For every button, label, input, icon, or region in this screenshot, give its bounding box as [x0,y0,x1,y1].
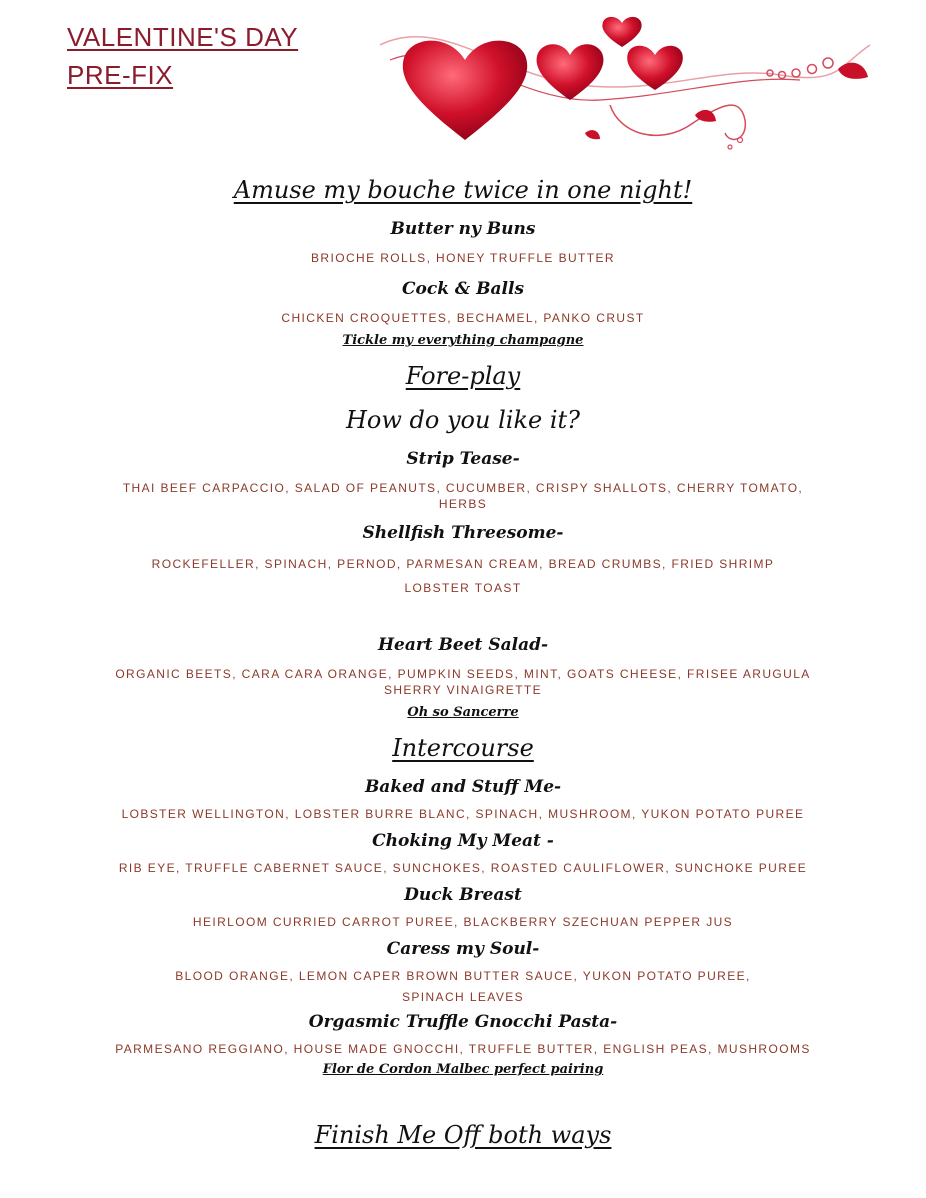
dish-description: ROCKEFELLER, SPINACH, PERNOD, PARMESAN CREAM, BREAD CRUMBS, FRIED SHRIMP [151,557,775,571]
dish-name: Shellfish Threesome- [362,523,564,543]
section-subtitle: How do you like it? [346,406,580,434]
dish-name: Duck Breast [404,885,522,905]
dish-description: LOBSTER TOAST [404,581,522,595]
dish-name: Heart Beet Salad- [377,635,549,655]
header-line-2: PRE-FIX [67,60,174,90]
dish-description: HEIRLOOM CURRIED CARROT PUREE, BLACKBERRY SZECHUAN PEPPER JUS [192,915,734,929]
dish-name: Strip Tease- [406,449,520,469]
dish-name: Caress my Soul- [386,939,540,959]
dish-name: Baked and Stuff Me- [364,777,562,797]
section-title-finish: Finish Me Off both ways [314,1121,612,1149]
dish-description: BLOOD ORANGE, LEMON CAPER BROWN BUTTER SAUCE, YUKON POTATO PUREE, [175,969,751,983]
menu-header [67,18,298,94]
hearts-decoration-icon [360,5,880,155]
wine-pairing: Tickle my everything champagne [342,333,584,348]
dish-description: SPINACH LEAVES [401,990,525,1004]
wine-pairing: Oh so Sancerre [407,705,519,720]
dish-name: Choking My Meat - [372,831,554,851]
wine-pairing: Flor de Cordon Malbec perfect pairing [322,1062,604,1077]
menu-body [0,168,926,1157]
dish-description: BRIOCHE ROLLS, HONEY TRUFFLE BUTTER [311,251,615,265]
dish-name: Butter ny Buns [390,219,536,239]
dish-name: Orgasmic Truffle Gnocchi Pasta- [308,1012,618,1032]
dish-description: LOBSTER WELLINGTON, LOBSTER BURRE BLANC, SPINACH, MUSHROOM, YUKON POTATO PUREE [121,807,805,821]
section-title-amuse: Amuse my bouche twice in one night! [233,176,693,204]
dish-description: THAI BEEF CARPACCIO, SALAD OF PEANUTS, CUCUMBER, CRISPY SHALLOTS, CHERRY TOMATO, HERBS [122,481,804,511]
dish-description: PARMESANO REGGIANO, HOUSE MADE GNOCCHI, TRUFFLE BUTTER, ENGLISH PEAS, MUSHROOMS [115,1042,811,1056]
dish-description: CHICKEN CROQUETTES, BECHAMEL, PANKO CRUST [281,311,645,325]
dish-description: RIB EYE, TRUFFLE CABERNET SAUCE, SUNCHOKES, ROASTED CAULIFLOWER, SUNCHOKE PUREE [118,861,808,875]
section-title-foreplay: Fore-play [405,362,521,390]
dish-description: ORGANIC BEETS, CARA CARA ORANGE, PUMPKIN SEEDS, MINT, GOATS CHEESE, FRISEE ARUGULA SHERRY VINAIGRETTE [115,667,811,697]
dish-name: Cock & Balls [401,279,525,299]
header-line-1: VALENTINE'S DAY [67,22,299,52]
section-title-intercourse: Intercourse [392,734,534,762]
